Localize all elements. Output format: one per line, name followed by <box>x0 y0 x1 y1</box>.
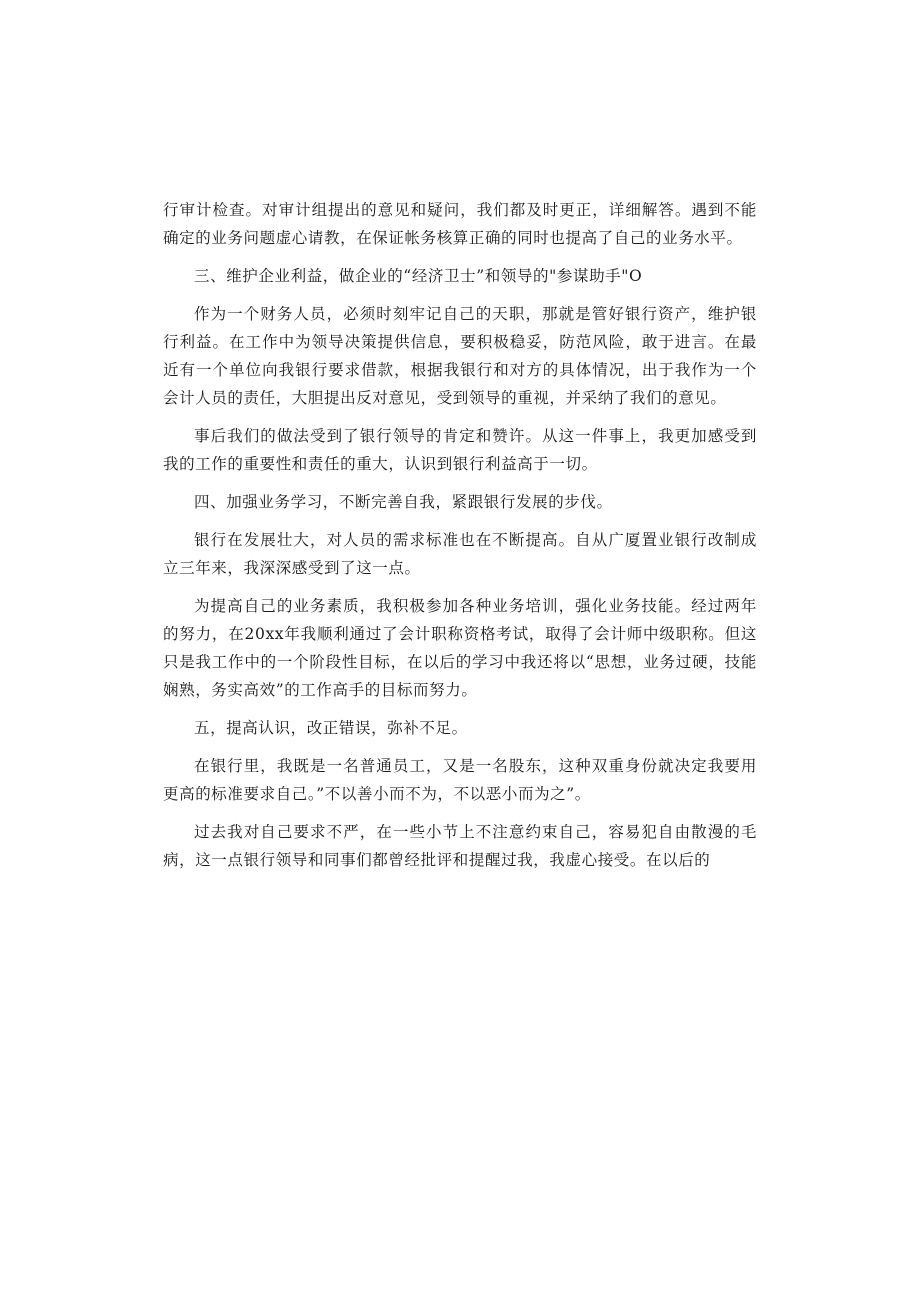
paragraph-4: 银行在发展壮大，对人员的需求标准也在不断提高。自从广厦置业银行改制成立三年来，我深深感受到了这一点。 <box>163 531 757 577</box>
heading-section-5: 五，提高认识，改正错误，弥补不足。 <box>194 719 468 737</box>
paragraph-1: 行审计检查。对审计组提出的意见和疑问，我们都及时更正，详细解答。遇到不能确定的业务问题虚心请教，在保证帐务核算正确的同时也提高了自己的业务水平。 <box>163 201 757 247</box>
heading-section-4: 四、加强业务学习，不断完善自我，紧跟银行发展的步伐。 <box>194 493 613 511</box>
paragraph-5: 为提高自己的业务素质，我积极参加各种业务培训，强化业务技能。经过两年的努力，在20xx年我顺利通过了会计职称资格考试，取得了会计师中级职称。但这只是我工作中的一个阶段性目标，在以后的学习中我还将以“思想，业务过硬，技能娴熟，务实高效”的工作高手的目标而努力。 <box>163 597 757 699</box>
document-body <box>163 196 757 884</box>
paragraph-3: 事后我们的做法受到了银行领导的肯定和赞许。从这一件事上，我更加感受到我的工作的重要性和责任的重大，认识到银行利益高于一切。 <box>163 427 757 473</box>
paragraph-6: 在银行里，我既是一名普通员工，又是一名股东，这种双重身份就决定我要用更高的标准要求自己。”不以善小而不为，不以恶小而为之”。 <box>163 757 757 803</box>
paragraph-2: 作为一个财务人员，必须时刻牢记自己的天职，那就是管好银行资产，维护银行利益。在工作中为领导决策提供信息，要积极稳妥，防范风险，敢于进言。在最近有一个单位向我银行要求借款，根据我银行和对方的具体情况，出于我作为一个会计人员的责任，大胆提出反对意见，受到领导的重视，并采纳了我们的意见。 <box>163 305 757 407</box>
paragraph-7: 过去我对自己要求不严，在一些小节上不注意约束自己，容易犯自由散漫的毛病，这一点银行领导和同事们都曾经批评和提醒过我，我虚心接受。在以后的 <box>163 823 757 869</box>
heading-section-3: 三、维护企业利益，做企业的“经济卫士”和领导的"参谋助手"O <box>194 267 643 285</box>
